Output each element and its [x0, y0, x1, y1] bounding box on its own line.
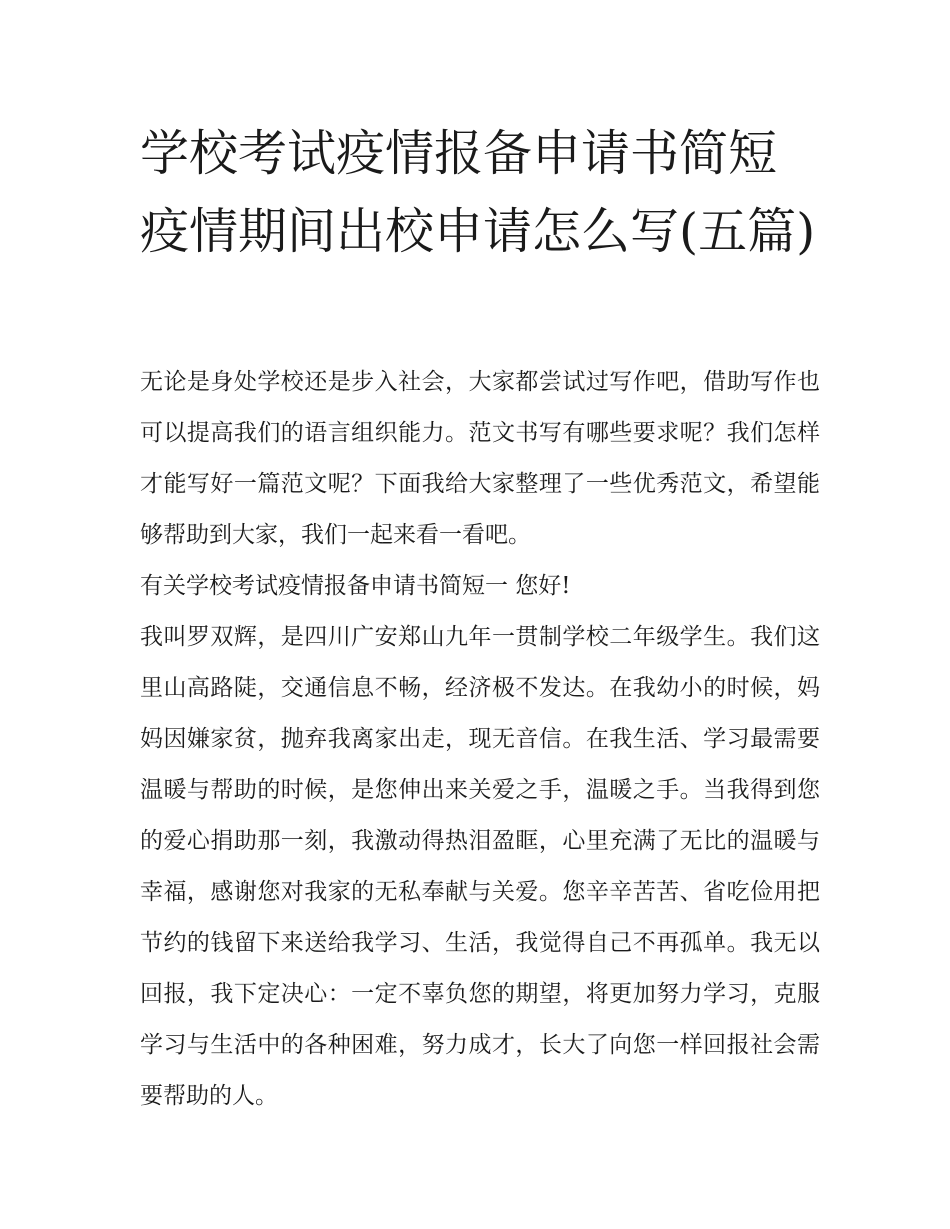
intro-paragraph: 无论是身处学校还是步入社会，大家都尝试过写作吧，借助写作也可以提高我们的语言组织能力。范文书写有哪些要求呢？我们怎样才能写好一篇范文呢？下面我给大家整理了一些优秀范文，希望能够帮助到大家，我们一起来看一看吧。 [140, 369, 820, 548]
section-heading-paragraph: 有关学校考试疫情报备申请书简短一 您好! [140, 573, 571, 599]
document-title: 学校考试疫情报备申请书简短疫情期间出校申请怎么写(五篇) [140, 125, 816, 260]
document-body [140, 357, 820, 1122]
letter-body-paragraph: 我叫罗双辉，是四川广安郑山九年一贯制学校二年级学生。我们这里山高路陡，交通信息不畅，经济极不发达。在我幼小的时候，妈妈因嫌家贫，抛弃我离家出走，现无音信。在我生活、学习最需要温暖与帮助的时候，是您伸出来关爱之手，温暖之手。当我得到您的爱心捐助那一刻，我激动得热泪盈眶，心里充满了无比的温暖与幸福，感谢您对我家的无私奉献与关爱。您辛辛苦苦、省吃俭用把节约的钱留下来送给我学习、生活，我觉得自己不再孤单。我无以回报，我下定决心：一定不辜负您的期望，将更加努力学习，克服学习与生活中的各种困难，努力成才，长大了向您一样回报社会需要帮助的人。 [140, 624, 820, 1109]
